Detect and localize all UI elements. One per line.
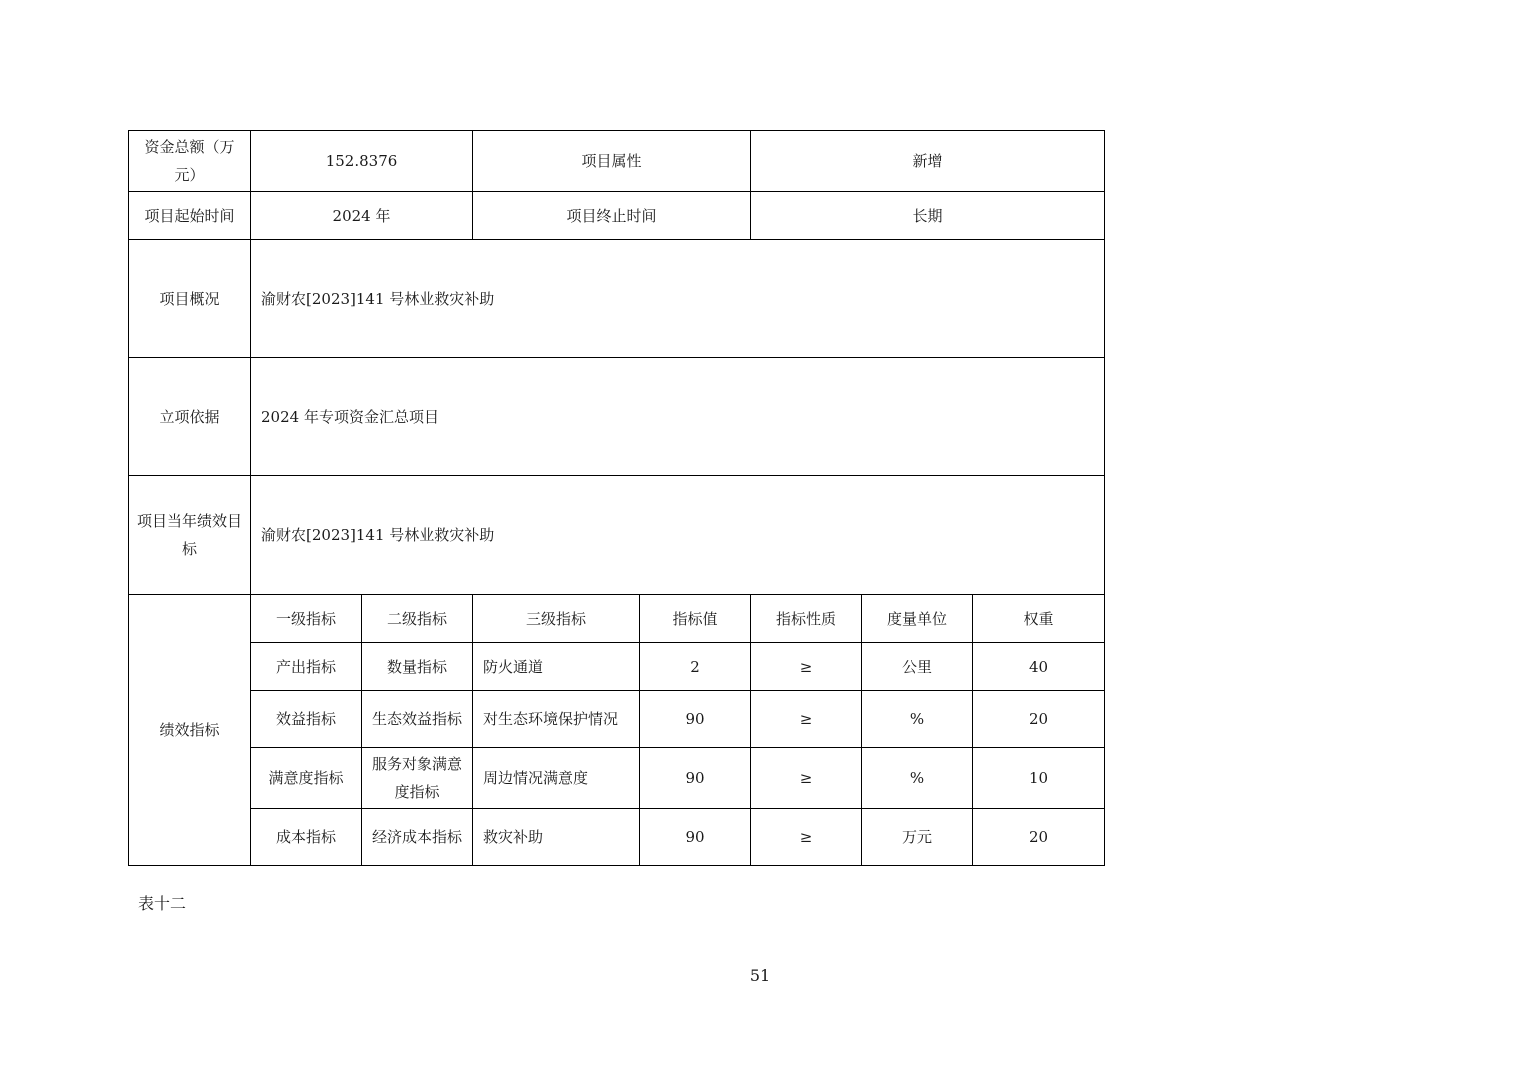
total-funds-label: 资金总额（万元） [129,131,251,192]
value-cell: 90 [640,691,751,748]
table-row [129,131,1105,192]
unit-cell: % [862,691,973,748]
nature-cell: ≥ [751,809,862,866]
table-row [129,192,1105,240]
unit-cell: 万元 [862,809,973,866]
total-funds-value: 152.8376 [251,131,473,192]
annual-goal-label: 项目当年绩效目标 [129,476,251,595]
header-nature: 指标性质 [751,595,862,643]
header-level1: 一级指标 [251,595,362,643]
indicator-row [129,643,1105,691]
value-cell: 2 [640,643,751,691]
weight-cell: 40 [973,643,1105,691]
header-value: 指标值 [640,595,751,643]
level1-cell: 成本指标 [251,809,362,866]
nature-cell: ≥ [751,748,862,809]
annual-goal-value: 渝财农[2023]141 号林业救灾补助 [251,476,1105,595]
header-level3: 三级指标 [473,595,640,643]
basis-value: 2024 年专项资金汇总项目 [251,358,1105,476]
project-attribute-value: 新增 [751,131,1105,192]
level1-cell: 产出指标 [251,643,362,691]
header-weight: 权重 [973,595,1105,643]
indicator-row [129,809,1105,866]
indicator-header-row [129,595,1105,643]
indicator-row [129,691,1105,748]
value-cell: 90 [640,809,751,866]
level3-cell: 救灾补助 [473,809,640,866]
overview-value: 渝财农[2023]141 号林业救灾补助 [251,240,1105,358]
project-budget-table [128,130,1105,866]
value-cell: 90 [640,748,751,809]
level1-cell: 效益指标 [251,691,362,748]
level3-cell: 对生态环境保护情况 [473,691,640,748]
indicator-row [129,748,1105,809]
table-row [129,476,1105,595]
start-time-label: 项目起始时间 [129,192,251,240]
level1-cell: 满意度指标 [251,748,362,809]
weight-cell: 10 [973,748,1105,809]
level2-cell: 数量指标 [362,643,473,691]
indicators-label: 绩效指标 [129,595,251,866]
project-attribute-label: 项目属性 [473,131,751,192]
level3-cell: 防火通道 [473,643,640,691]
end-time-label: 项目终止时间 [473,192,751,240]
level2-cell: 经济成本指标 [362,809,473,866]
page-number: 51 [749,966,771,985]
weight-cell: 20 [973,691,1105,748]
end-time-value: 长期 [751,192,1105,240]
header-unit: 度量单位 [862,595,973,643]
nature-cell: ≥ [751,691,862,748]
level2-cell: 服务对象满意度指标 [362,748,473,809]
table-caption: 表十二 [138,894,187,913]
unit-cell: % [862,748,973,809]
weight-cell: 20 [973,809,1105,866]
overview-label: 项目概况 [129,240,251,358]
unit-cell: 公里 [862,643,973,691]
nature-cell: ≥ [751,643,862,691]
header-level2: 二级指标 [362,595,473,643]
basis-label: 立项依据 [129,358,251,476]
level2-cell: 生态效益指标 [362,691,473,748]
level3-cell: 周边情况满意度 [473,748,640,809]
table-row [129,358,1105,476]
table-row [129,240,1105,358]
start-time-value: 2024 年 [251,192,473,240]
